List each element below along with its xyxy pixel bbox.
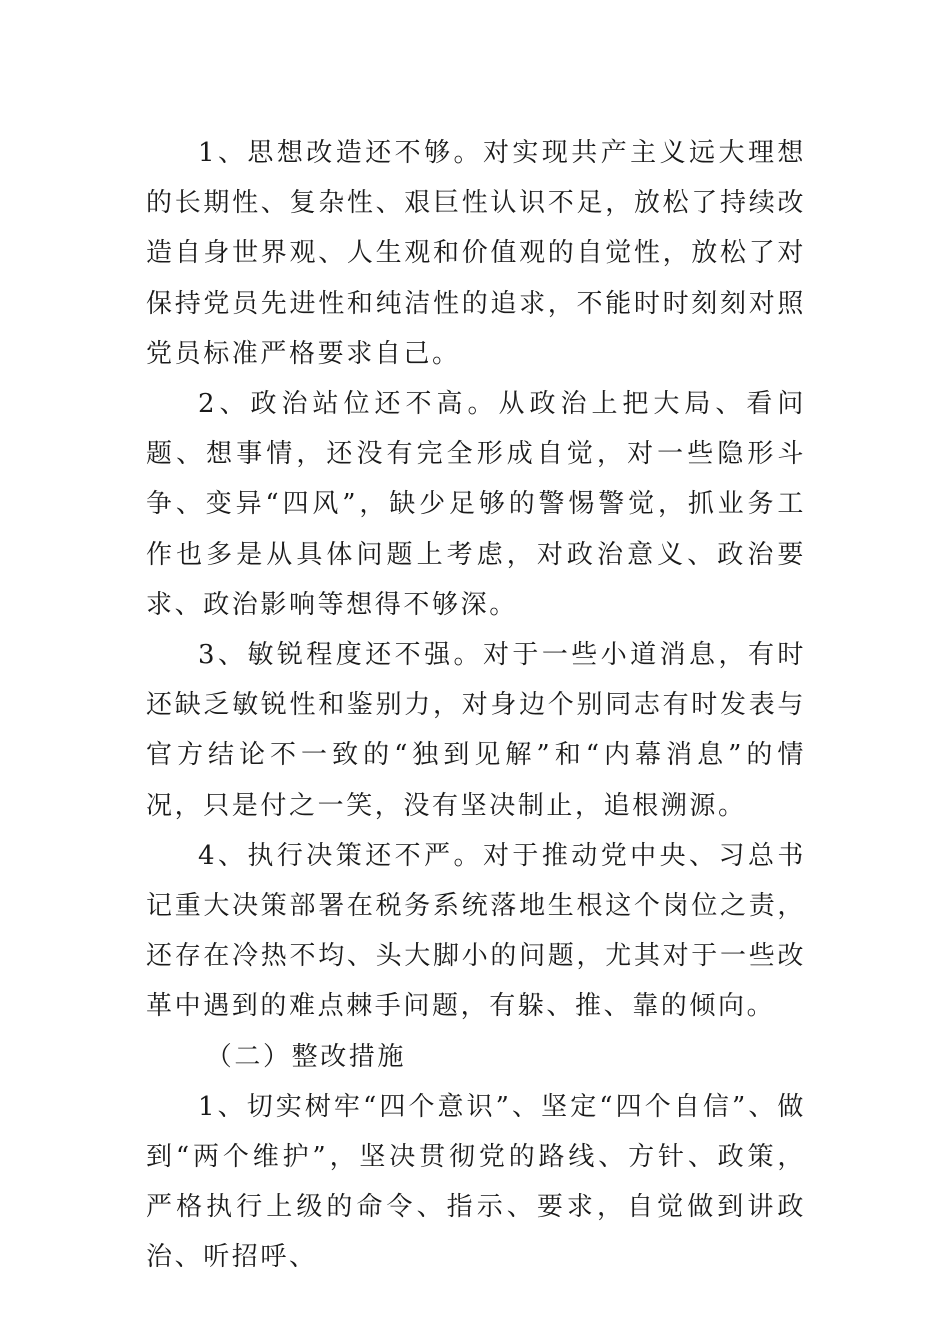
paragraph-measure-1: 1、切实树牢“四个意识”、坚定“四个自信”、做到“两个维护”，坚决贯彻党的路线、方针、政策，严格执行上级的命令、指示、要求，自觉做到讲政治、听招呼、 (146, 1091, 806, 1273)
paragraph-problem-2: 2、政治站位还不高。从政治上把大局、看问题、想事情，还没有完全形成自觉，对一些隐形斗争、变异“四风”，缺少足够的警惕警觉，抓业务工作也多是从具体问题上考虑，对政治意义、政治要求、政治影响等想得不够深。 (146, 389, 806, 620)
document-body (146, 128, 806, 1283)
paragraph-problem-4: 4、执行决策还不严。对于推动党中央、习总书记重大决策部署在税务系统落地生根这个岗位之责，还存在冷热不均、头大脚小的问题，尤其对于一些改革中遇到的难点棘手问题，有躲、推、靠的倾向。 (146, 840, 806, 1022)
section-heading: （二）整改措施 (205, 1041, 406, 1072)
paragraph-problem-3: 3、敏锐程度还不强。对于一些小道消息，有时还缺乏敏锐性和鉴别力，对身边个别同志有时发表与官方结论不一致的“独到见解”和“内幕消息”的情况，只是付之一笑，没有坚决制止，追根溯源。 (146, 640, 806, 821)
paragraph-problem-1: 1、思想改造还不够。对实现共产主义远大理想的长期性、复杂性、艰巨性认识不足，放松了持续改造自身世界观、人生观和价值观的自觉性，放松了对保持党员先进性和纯洁性的追求，不能时时刻刻对照党员标准严格要求自己。 (146, 138, 806, 369)
